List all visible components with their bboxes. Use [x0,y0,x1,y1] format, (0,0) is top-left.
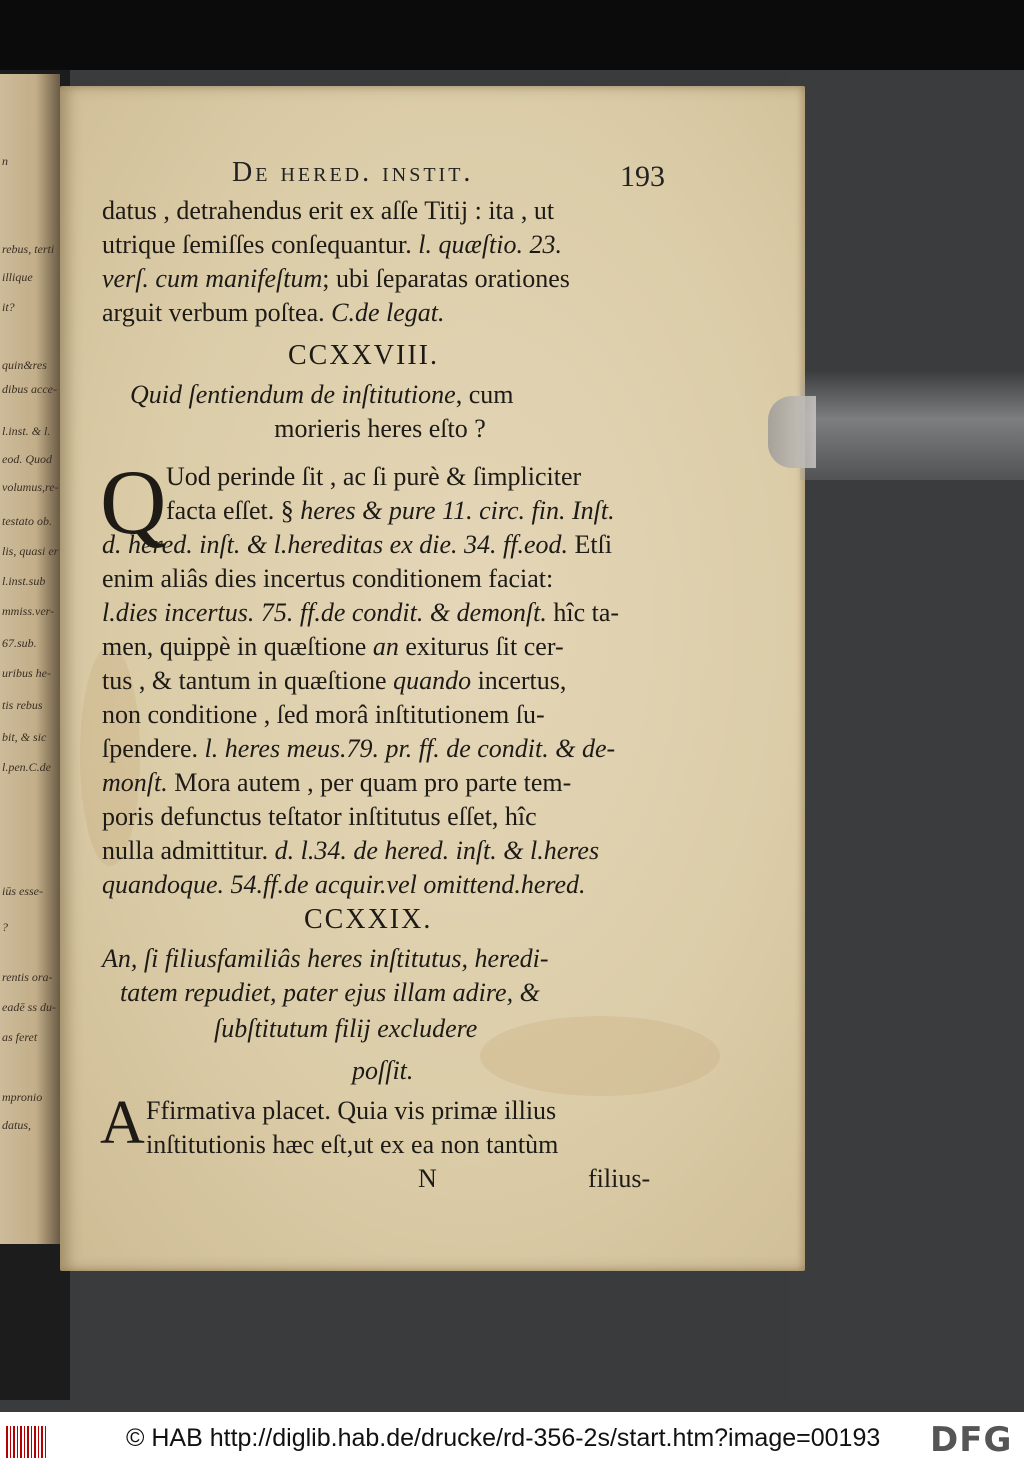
page-clip [768,396,816,468]
right-background [790,70,1024,1400]
text-line [102,230,667,260]
text-line [102,298,667,328]
text-run: facta eſſet. § [166,496,294,525]
text-line [102,836,667,866]
margin-fragment: eod. Quod [2,452,52,466]
margin-fragment: bit, & sic [2,730,47,744]
margin-fragment: l.pen.C.de [2,760,51,774]
margin-fragment: datus, [2,1118,32,1132]
page-clip-band [800,370,1024,480]
text-line: Uod perinde ſit , ac ſi purè & ſimpliciter [166,462,582,491]
text-run: utrique ſemiſſes conſequantur. [102,230,412,259]
text-line: quandoque. 54.ff.de acquir.vel omittend.hered. [102,870,586,899]
text-run: men, quippè in quæſtione [102,632,367,661]
top-dark-band [0,0,1024,70]
margin-fragment: dibus acce- [2,382,57,396]
text-run: Etſi [574,530,613,559]
question-heading: An, ſi filiusfamiliâs heres inſtitutus, heredi- [102,944,549,973]
text-run: arguit verbum poſtea. [102,298,325,327]
catchword: filius- [588,1164,651,1193]
text-line: inſtitutionis hæc eſt,ut ex ea non tantùm [146,1130,559,1159]
margin-fragment: ? [2,920,8,934]
text-line [102,264,667,294]
page-number: 193 [620,160,665,193]
margin-fragment: rentis ora- [2,970,53,984]
text-line [102,734,667,764]
text-line: non conditione , ſed morâ inſtitutionem ſu- [102,700,545,729]
section-number: CCXXIX. [304,904,433,935]
copyright-link[interactable]: © HAB http://diglib.hab.de/drucke/rd-356-2s/start.htm?image=00193 [126,1424,881,1452]
dfg-logo: DFG [930,1420,1013,1460]
margin-fragment: n [2,154,8,168]
text-run: ; ubi ſeparatas orationes [322,264,570,293]
question-heading [130,380,660,410]
text-run: ſpendere. [102,734,199,763]
text-run: tus , & tantum in quæſtione [102,666,387,695]
margin-fragment: mmiss.ver- [2,604,55,618]
question-heading: ſubſtitutum filij excludere [214,1014,478,1043]
margin-fragment: as feret [2,1030,38,1044]
text-run: an [372,632,399,661]
text-line: enim aliâs dies incertus conditionem faciat: [102,564,554,593]
section-number: CCXXVIII. [288,340,439,371]
citation: l. quæſtio. 23. [418,230,563,259]
margin-fragment: eadē ss du- [2,1000,56,1014]
text-run: quando [393,666,472,695]
citation: monſt. [102,768,168,797]
citation: l.dies incertus. 75. ff.de condit. & demonſt. [102,598,547,627]
citation: d. l.34. de hered. inſt. & l.heres [274,836,600,865]
margin-fragment: uribus he- [2,666,51,680]
text-run: incertus, [477,666,567,695]
text-run: hîc ta- [553,598,620,627]
text-line: Ffirmativa placet. Quia vis primæ illius [146,1096,557,1125]
citation: verſ. cum manifeſtum [102,264,323,293]
margin-fragment: volumus,re- [2,480,59,494]
citation: l. heres meus.79. pr. ff. de condit. & de- [204,734,616,763]
drop-cap: A [100,1089,145,1157]
facing-page-edge [0,74,60,1244]
citation: C.de legat. [331,298,445,327]
text-line: poris defunctus teſtator inſtitutus eſſet, hîc [102,802,537,831]
margin-fragment: mpronio [2,1090,43,1104]
question-text: , cum [455,380,514,409]
citation: d. hered. inſt. & l.hereditas ex die. 34. ff.eod. [102,530,568,559]
question-heading: morieris heres eſto ? [274,414,486,443]
text-run: exiturus ſit cer- [405,632,564,661]
drop-cap: Q [100,451,167,553]
text-line [102,598,667,628]
signature-mark: N [418,1164,437,1193]
margin-fragment: testato ob. [2,514,52,528]
margin-fragment: iūs esse- [2,884,43,898]
text-line [166,496,666,526]
text-line [102,632,667,662]
margin-fragment: tis rebus [2,698,43,712]
library-barcode-icon [6,1426,46,1458]
text-run: nulla admittitur. [102,836,269,865]
margin-fragment: lis, quasi er [2,544,59,558]
text-line [102,768,667,798]
text-line [102,530,667,560]
margin-fragment: 67.sub. [2,636,37,650]
margin-fragment: quin&res [2,358,47,372]
text-line [102,666,667,696]
running-head: De hered. instit. [232,157,474,188]
question-text: Quid ſentiendum de inſtitutione [130,380,456,409]
citation: heres & pure 11. circ. fin. Inſt. [300,496,615,525]
margin-fragment: l.inst.sub [2,574,46,588]
margin-fragment: it? [2,300,15,314]
question-heading: poſſit. [352,1056,414,1085]
margin-fragment: illique [2,270,33,284]
question-heading: tatem repudiet, pater ejus illam adire, & [120,978,540,1007]
text-run: Mora autem , per quam pro parte tem- [174,768,572,797]
text-line: datus , detrahendus erit ex aſſe Titij : ita , ut [102,196,555,225]
margin-fragment: l.inst. & l. [2,424,51,438]
margin-fragment: rebus, terti [2,242,55,256]
